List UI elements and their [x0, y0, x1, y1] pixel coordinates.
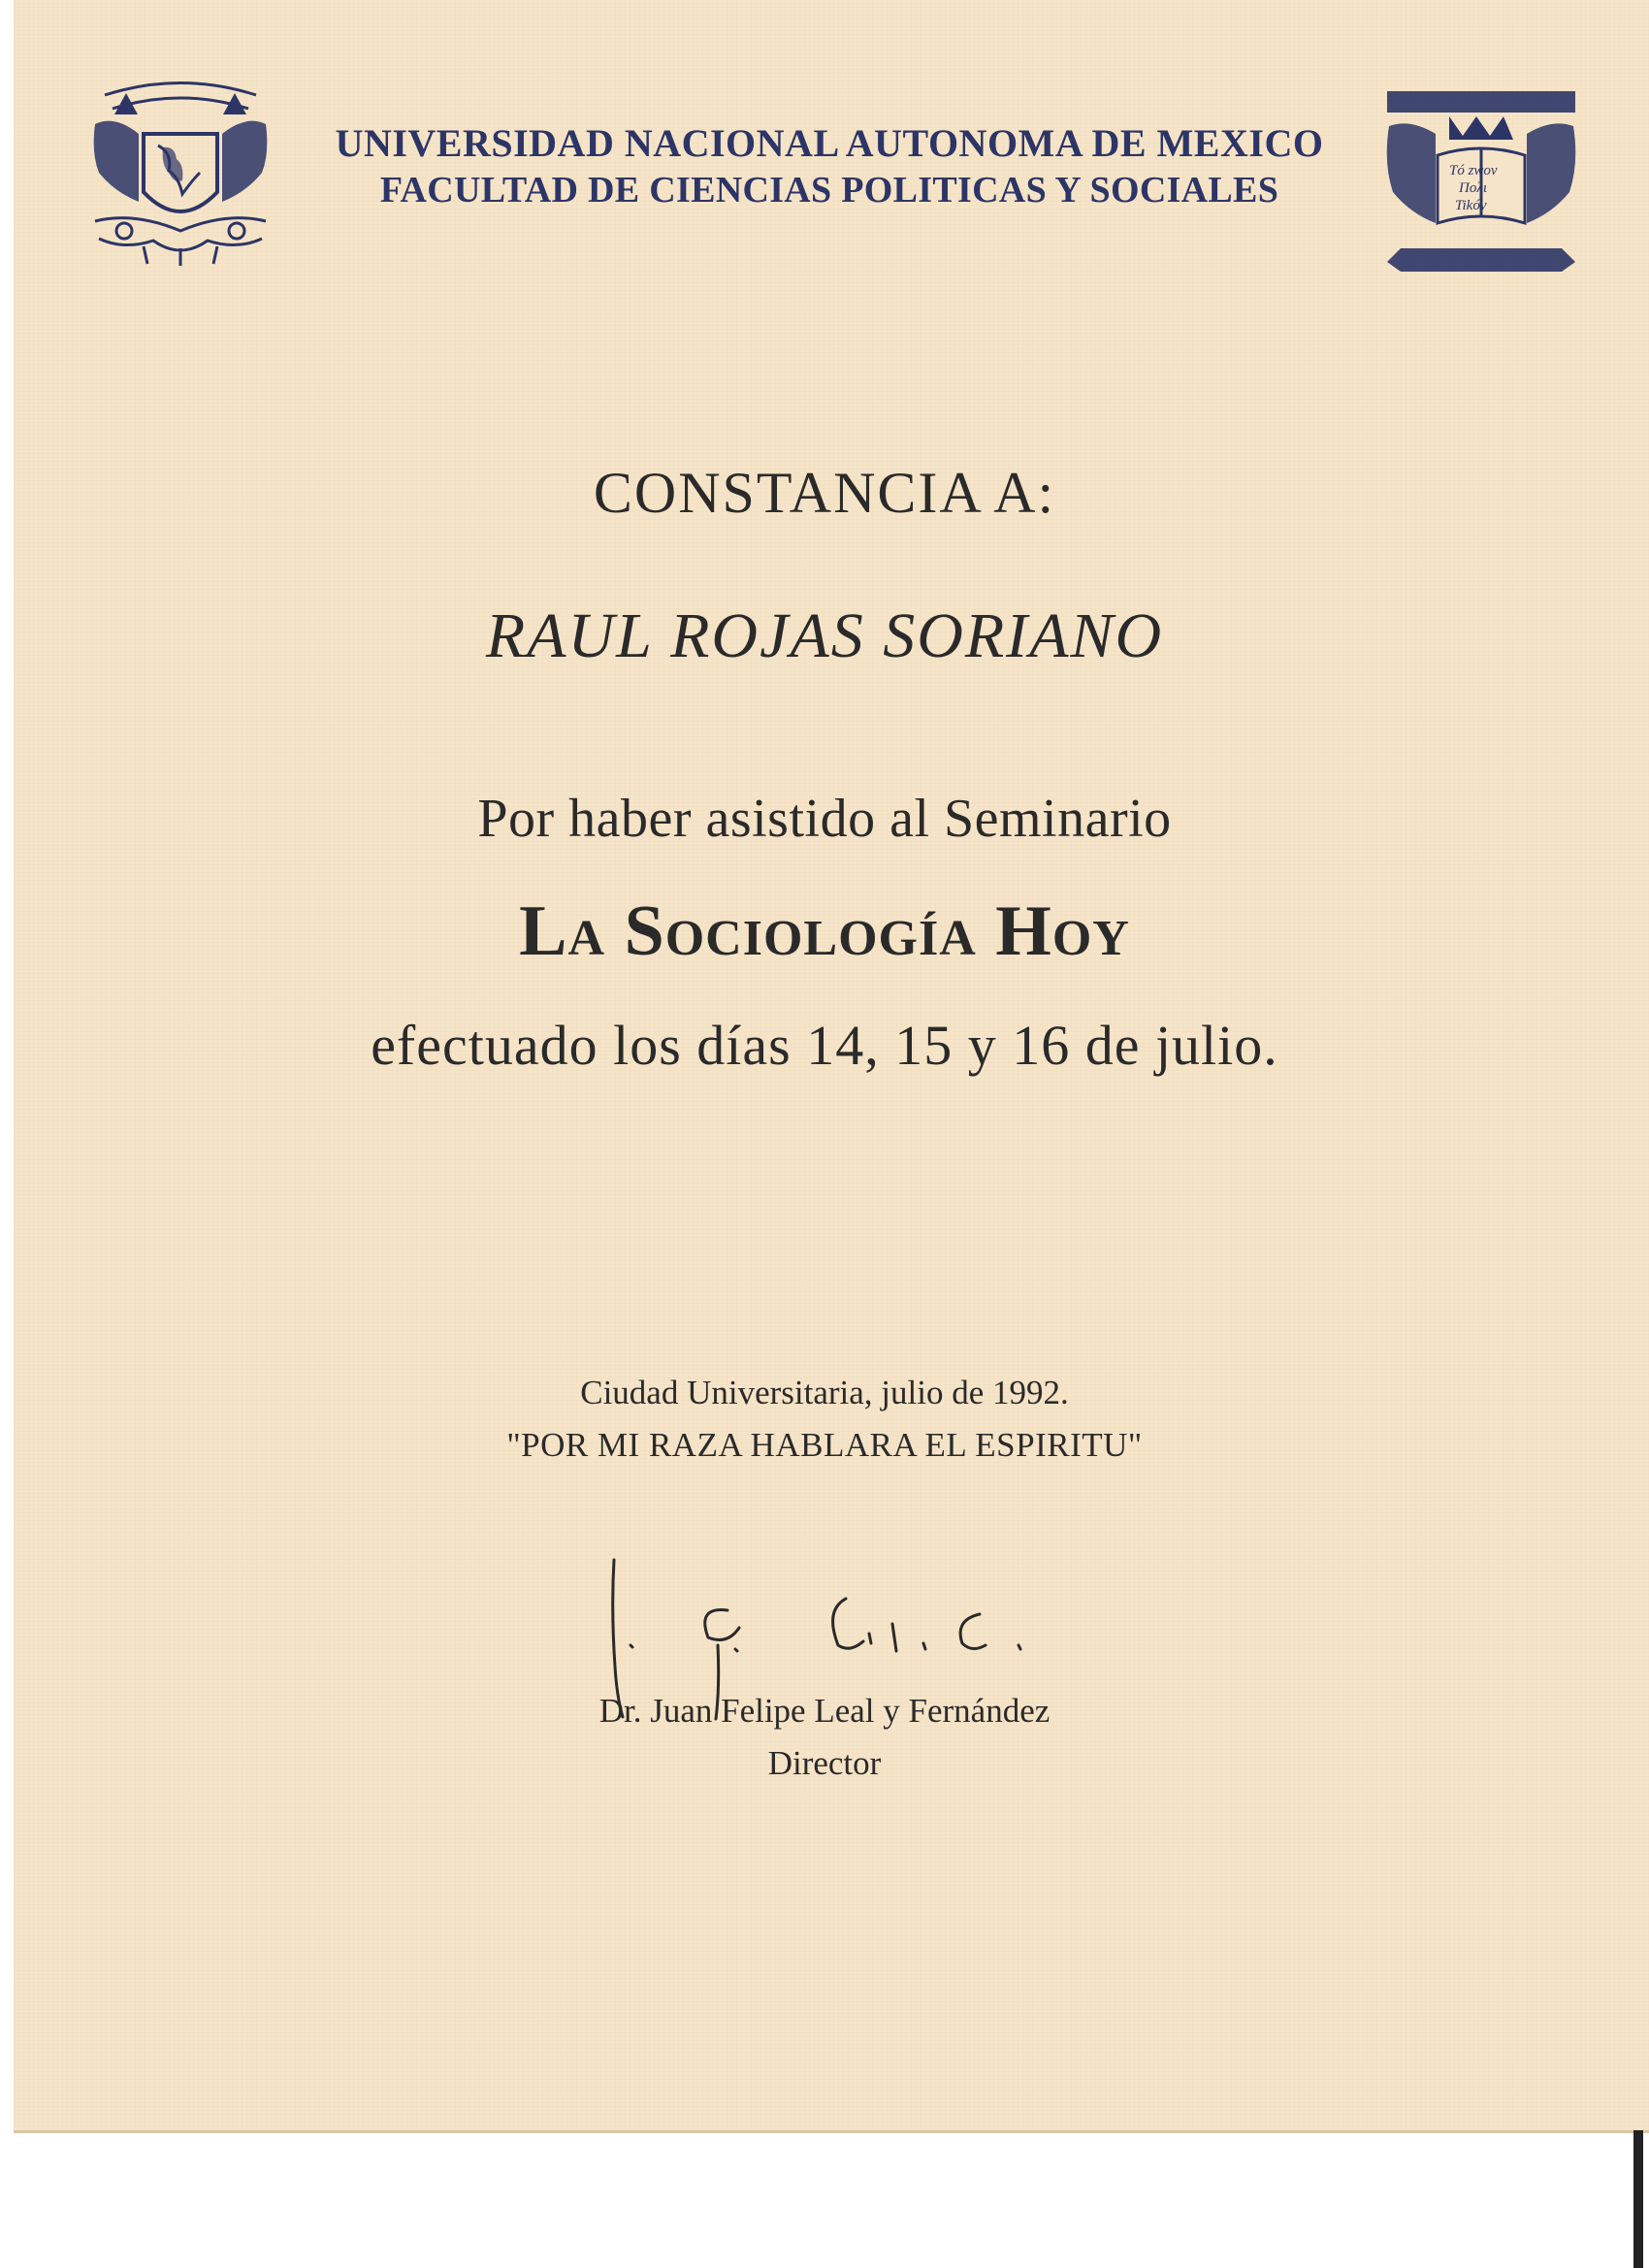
faculty-seal-icon — [1381, 78, 1581, 283]
svg-text:Tikóv: Tikóv — [1455, 198, 1487, 213]
attendance-reason: Por haber asistido al Seminario — [477, 789, 1172, 849]
place-and-date: Ciudad Universitaria, julio de 1992. — [580, 1374, 1069, 1411]
svg-text:Tó zwov: Tó zwov — [1449, 163, 1498, 178]
scanner-edge — [1633, 2130, 1643, 2268]
faculty-name: FACULTAD DE CIENCIAS POLITICAS Y SOCIALES — [379, 170, 1279, 211]
university-motto: "POR MI RAZA HABLARA EL ESPIRITU" — [506, 1426, 1143, 1464]
signer-name: Dr. Juan Felipe Leal y Fernández — [598, 1692, 1051, 1730]
university-name: UNIVERSIDAD NACIONAL AUTONOMA DE MEXICO — [335, 121, 1324, 165]
seminar-title: La Sociología Hoy — [519, 891, 1130, 971]
unam-seal-icon — [85, 76, 275, 270]
certificate-heading: CONSTANCIA A: — [593, 461, 1056, 525]
recipient-name: RAUL ROJAS SORIANO — [485, 600, 1164, 671]
signer-role: Director — [767, 1744, 882, 1782]
seminar-dates: efectuado los días 14, 15 y 16 de julio. — [371, 1014, 1278, 1077]
paper-edge — [14, 2130, 1649, 2133]
svg-text:Πολι: Πολι — [1459, 180, 1487, 196]
institution-header — [291, 120, 1368, 213]
